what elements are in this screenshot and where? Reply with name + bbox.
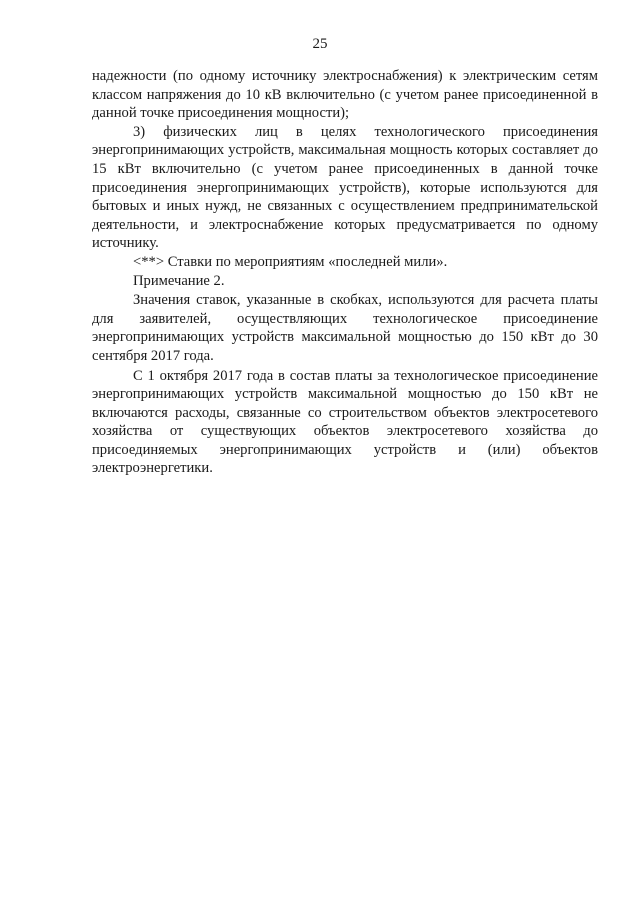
note-paragraph-rates: Значения ставок, указанные в скобках, используются для расчета платы для заявителей, осуществляющих технологическое присоединение энергопринимающих устройств максимальной мощностью до 150 кВт до 30 сентября 2017 года. — [92, 292, 598, 364]
document-body — [92, 67, 598, 478]
note-heading: Примечание 2. — [133, 272, 225, 289]
note-paragraph-costs: С 1 октября 2017 года в состав платы за технологическое присоединение энергопринимающих устройств максимальной мощностью до 150 кВт не включаются расходы, связанные со строительством объектов электросетевого хозяйства от существующих объектов электросетевого хозяйства до присоединяемых энергопринимающих устройств и (или) объектов электроэнергетики. — [92, 367, 598, 477]
page-number: 25 — [312, 36, 328, 52]
footnote-last-mile: <**> Ставки по мероприятиям «последней мили». — [133, 253, 448, 270]
paragraph-item-3: 3) физических лиц в целях технологического присоединения энергопринимающих устройств, максимальная мощность которых составляет до 15 кВт включительно (с учетом ранее присоединенных в данной точке присоединения энергопринимающих устройств), которые используются для бытовых и иных нужд, не связанных с осуществлением предпринимательской деятельности, и электроснабжение которых предусматривается по одному источнику. — [92, 123, 598, 252]
paragraph-continuation: надежности (по одному источнику электроснабжения) к электрическим сетям классом напряжения до 10 кВ включительно (с учетом ранее присоединенной в данной точке присоединения мощности); — [92, 68, 598, 122]
